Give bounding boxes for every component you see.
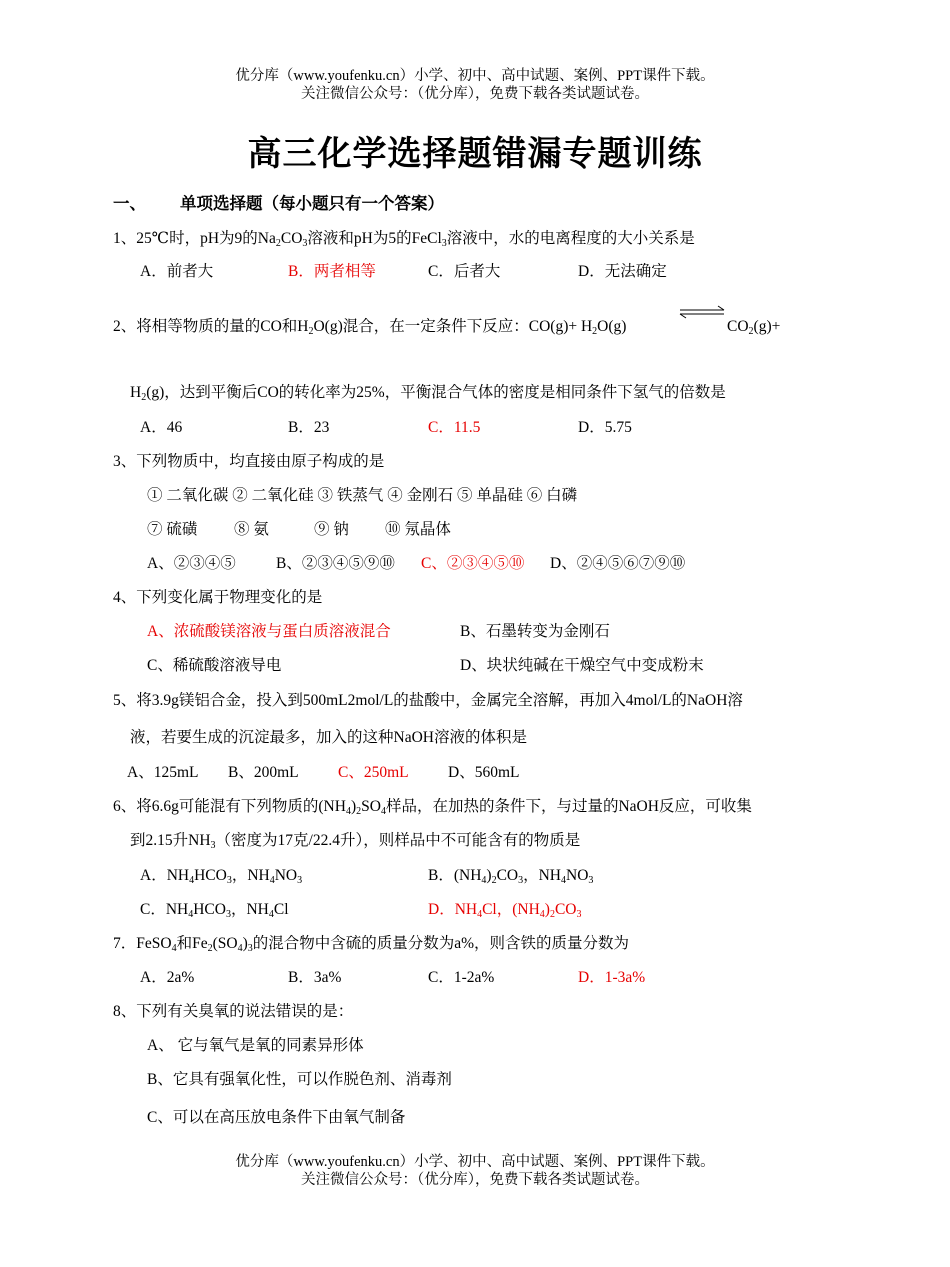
q6-option-d-answer: D．$NH_4Cl$，$(NH_4)_2CO_3$ <box>428 901 582 920</box>
question-2-stem: 2、将相等物质的量的CO和$H_2O(g)$混合，在一定条件下反应：$CO(g)+ H_2O(g)$ <box>113 318 627 337</box>
question-5-stem-cont: 液，若要生成的沉淀最多，加入的这种NaOH溶液的体积是 <box>130 729 527 746</box>
q3-item-10: ⑩ 氖晶体 <box>385 521 451 538</box>
q3-item-8: ⑧ 氨 <box>234 521 269 538</box>
header-line-1: 优分库（www.youfenku.cn）小学、初中、高中试题、案例、PPT课件下载。 <box>235 68 715 84</box>
q3-item-9: ⑨ 钠 <box>314 521 349 538</box>
question-8-stem: 8、下列有关臭氧的说法错误的是： <box>113 1003 354 1020</box>
q8-option-b: B、它具有强氧化性，可以作脱色剂、消毒剂 <box>147 1071 452 1088</box>
question-4-stem: 4、下列变化属于物理变化的是 <box>113 589 323 606</box>
q4-option-c: C、稀硫酸溶液导电 <box>147 657 282 674</box>
page-title: 高三化学选择题错漏专题训练 <box>247 134 703 174</box>
q2-option-c-answer: C．11.5 <box>428 419 481 436</box>
section-number: 一、 <box>113 194 146 213</box>
header-line-2: 关注微信公众号：（优分库），免费下载各类试题试卷。 <box>301 86 649 102</box>
q3-option-a: A、②③④⑤ <box>147 555 236 572</box>
q5-option-a: A、125mL <box>127 764 199 781</box>
q7-option-a: A．2a% <box>140 969 195 986</box>
section-heading: 单项选择题（每小题只有一个答案） <box>180 194 444 213</box>
question-3-stem: 3、下列物质中，均直接由原子构成的是 <box>113 453 385 470</box>
q4-option-d: D、块状纯碱在干燥空气中变成粉末 <box>460 657 704 674</box>
q7-option-b: B．3a% <box>288 969 342 986</box>
question-2-product: $CO_2(g)+$ <box>727 318 781 337</box>
q6-option-c: C．$NH_4HCO_3$，$NH_4Cl$ <box>140 901 289 920</box>
equilibrium-arrow-icon <box>678 305 726 319</box>
q7-option-d-answer: D．1-3a% <box>578 969 646 986</box>
q5-option-b: B、200mL <box>228 764 299 781</box>
q2-option-b: B．23 <box>288 419 330 436</box>
footer-line-1: 优分库（www.youfenku.cn）小学、初中、高中试题、案例、PPT课件下载。 <box>235 1154 715 1170</box>
q3-items-row-1: ① 二氧化碳 ② 二氧化硅 ③ 铁蒸气 ④ 金刚石 ⑤ 单晶硅 ⑥ 白磷 <box>147 487 578 504</box>
q5-option-c-answer: C、250mL <box>338 764 409 781</box>
question-1-stem: 1、25℃时，pH为9的$Na_2CO_3$溶液和pH为5的FeCl$_3$溶液中，水的电离程度的大小关系是 <box>113 230 695 249</box>
q2-option-d: D．5.75 <box>578 419 632 436</box>
q1-option-b-answer: B．两者相等 <box>288 263 376 280</box>
q3-item-7: ⑦ 硫磺 <box>147 521 198 538</box>
q1-option-a: A．前者大 <box>140 263 214 280</box>
q2-option-a: A．46 <box>140 419 183 436</box>
q3-option-c-answer: C、②③④⑤⑩ <box>421 555 525 572</box>
footer-line-2: 关注微信公众号：（优分库），免费下载各类试题试卷。 <box>301 1172 649 1188</box>
q6-option-b: B．$(NH_4)_2CO_3$，$NH_4NO_3$ <box>428 867 594 886</box>
q5-option-d: D、560mL <box>448 764 520 781</box>
q3-option-d: D、②④⑤⑥⑦⑨⑩ <box>550 555 686 572</box>
question-5-stem: 5、将3.9g镁铝合金，投入到500mL2mol/L的盐酸中，金属完全溶解，再加入4mol/L的NaOH溶 <box>113 692 743 709</box>
q3-option-b: B、②③④⑤⑨⑩ <box>276 555 395 572</box>
q4-option-b: B、石墨转变为金刚石 <box>460 623 610 640</box>
q7-option-c: C．1-2a% <box>428 969 495 986</box>
q6-option-a: A．$NH_4HCO_3$，$NH_4NO_3$ <box>140 867 303 886</box>
question-6-stem: 6、将6.6g可能混有下列物质的$(NH_4)_2SO_4$样品，在加热的条件下，与过量的NaOH反应，可收集 <box>113 798 752 817</box>
q1-option-d: D．无法确定 <box>578 263 667 280</box>
q8-option-a: A、 它与氧气是氧的同素异形体 <box>147 1037 364 1054</box>
q8-option-c: C、可以在高压放电条件下由氧气制备 <box>147 1109 406 1126</box>
question-2-stem-cont: $H_2(g)$，达到平衡后CO的转化率为25%，平衡混合气体的密度是相同条件下氢气的倍数是 <box>130 384 726 403</box>
q1-option-c: C．后者大 <box>428 263 501 280</box>
q4-option-a-answer: A、浓硫酸镁溶液与蛋白质溶液混合 <box>147 623 391 640</box>
question-7-stem: 7．FeSO$_4$和$Fe_2(SO_4)_3$的混合物中含硫的质量分数为a%，则含铁的质量分数为 <box>113 935 630 954</box>
question-6-stem-cont: 到2.15升$NH_3$（密度为17克/22.4升），则样品中不可能含有的物质是 <box>130 832 581 851</box>
